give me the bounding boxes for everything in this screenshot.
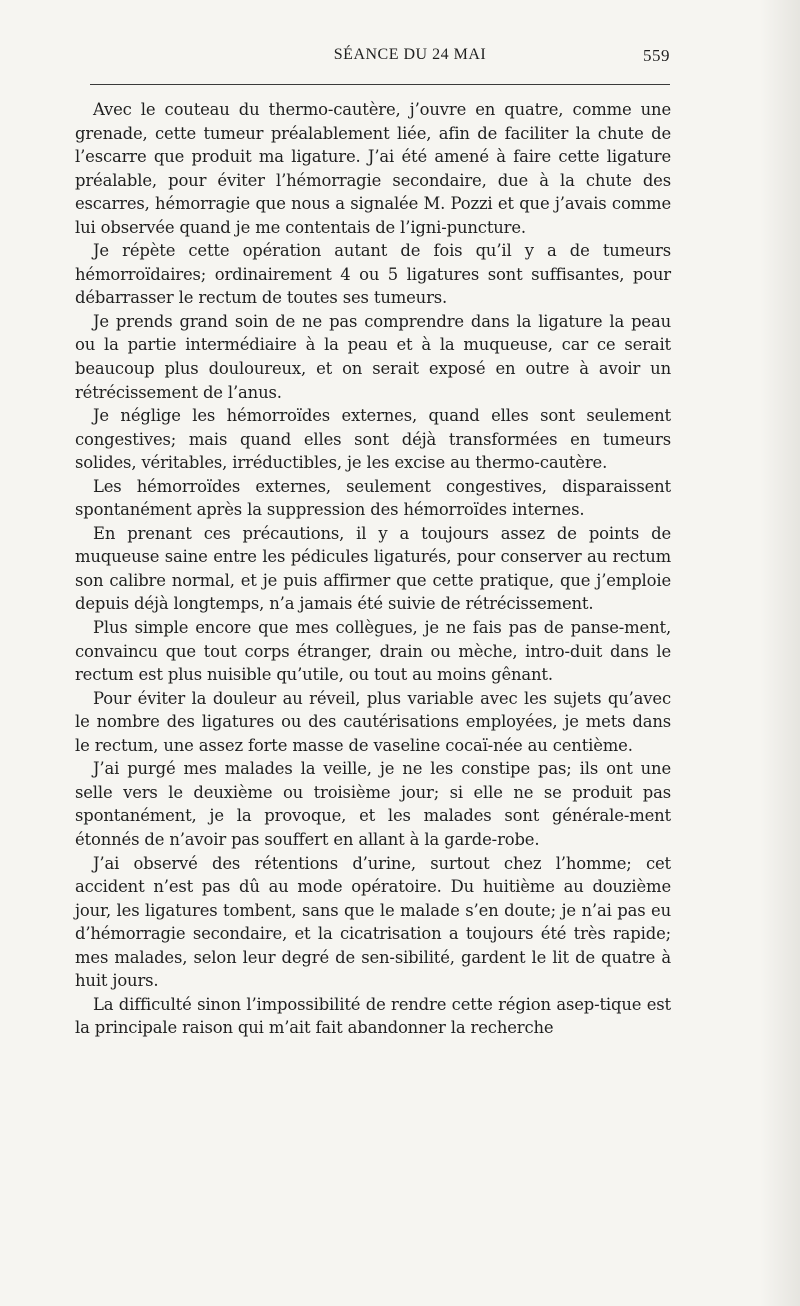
running-head: [90, 46, 670, 70]
paragraph: En prenant ces précautions, il y a toujours assez de points de muqueuse saine entre les pédicules ligaturés, pour conserver au rectum son calibre normal, et je puis affirmer que cette pratique, que j’emploie depuis déjà longtemps, n’a jamais été suivie de rétrécissement.: [75, 523, 671, 614]
body-text: [75, 98, 671, 1040]
header-rule: [90, 84, 670, 85]
paragraph: Je néglige les hémorroïdes externes, quand elles sont seulement congestives; mais quand elles sont déjà transformées en tumeurs solides, véritables, irréductibles, je les excise au thermo-cautère.: [75, 406, 671, 473]
running-title: SÉANCE DU 24 MAI: [333, 46, 487, 63]
paragraph: J’ai observé des rétentions d’urine, surtout chez l’homme; cet accident n’est pas dû au mode opératoire. Du huitième au douzième jour, les ligatures tombent, sans que le malade s’en doute; je n’ai pas eu d’hémorragie secondaire, et la cicatrisation a toujours été très rapide; mes malades, selon leur degré de sen-sibilité, gardent le lit de quatre à huit jours.: [75, 853, 671, 991]
paragraph: Je prends grand soin de ne pas comprendre dans la ligature la peau ou la partie intermédiaire à la peau et à la muqueuse, car ce serait beaucoup plus douloureux, et on serait exposé en outre à avoir un rétrécissement de l’anus.: [75, 311, 671, 402]
page-number: 559: [643, 46, 670, 65]
paragraph: Les hémorroïdes externes, seulement congestives, disparaissent spontanément après la suppression des hémorroïdes internes.: [75, 476, 671, 520]
paragraph: Plus simple encore que mes collègues, je ne fais pas de panse-ment, convaincu que tout corps étranger, drain ou mèche, intro-duit dans le rectum est plus nuisible qu’utile, ou tout au moins gênant.: [75, 618, 671, 685]
paragraph: La difficulté sinon l’impossibilité de rendre cette région asep-tique est la principale raison qui m’ait fait abandonner la recherche: [75, 994, 671, 1038]
paragraph: Avec le couteau du thermo-cautère, j’ouvre en quatre, comme une grenade, cette tumeur préalablement liée, afin de faciliter la chute de l’escarre que produit ma ligature. J’ai été amené à faire cette ligature préalable, pour éviter l’hémorragie secondaire, due à la chute des escarres, hémorragie que nous a signalée M. Pozzi et que j’avais comme lui observée quand je me contentais de l’igni-puncture.: [75, 100, 671, 237]
page-edge-shading: [760, 0, 800, 1306]
paragraph: Pour éviter la douleur au réveil, plus variable avec les sujets qu’avec le nombre des ligatures ou des cautérisations employées, je mets dans le rectum, une assez forte masse de vaseline cocaï-née au centième.: [75, 688, 671, 755]
paragraph: Je répète cette opération autant de fois qu’il y a de tumeurs hémorroïdaires; ordinairement 4 ou 5 ligatures sont suffisantes, pour débarrasser le rectum de toutes ses tumeurs.: [75, 241, 671, 308]
paragraph: J’ai purgé mes malades la veille, je ne les constipe pas; ils ont une selle vers le deuxième ou troisième jour; si elle ne se produit pas spontanément, je la provoque, et les malades sont générale-ment étonnés de n’avoir pas souffert en allant à la garde-robe.: [75, 759, 671, 849]
